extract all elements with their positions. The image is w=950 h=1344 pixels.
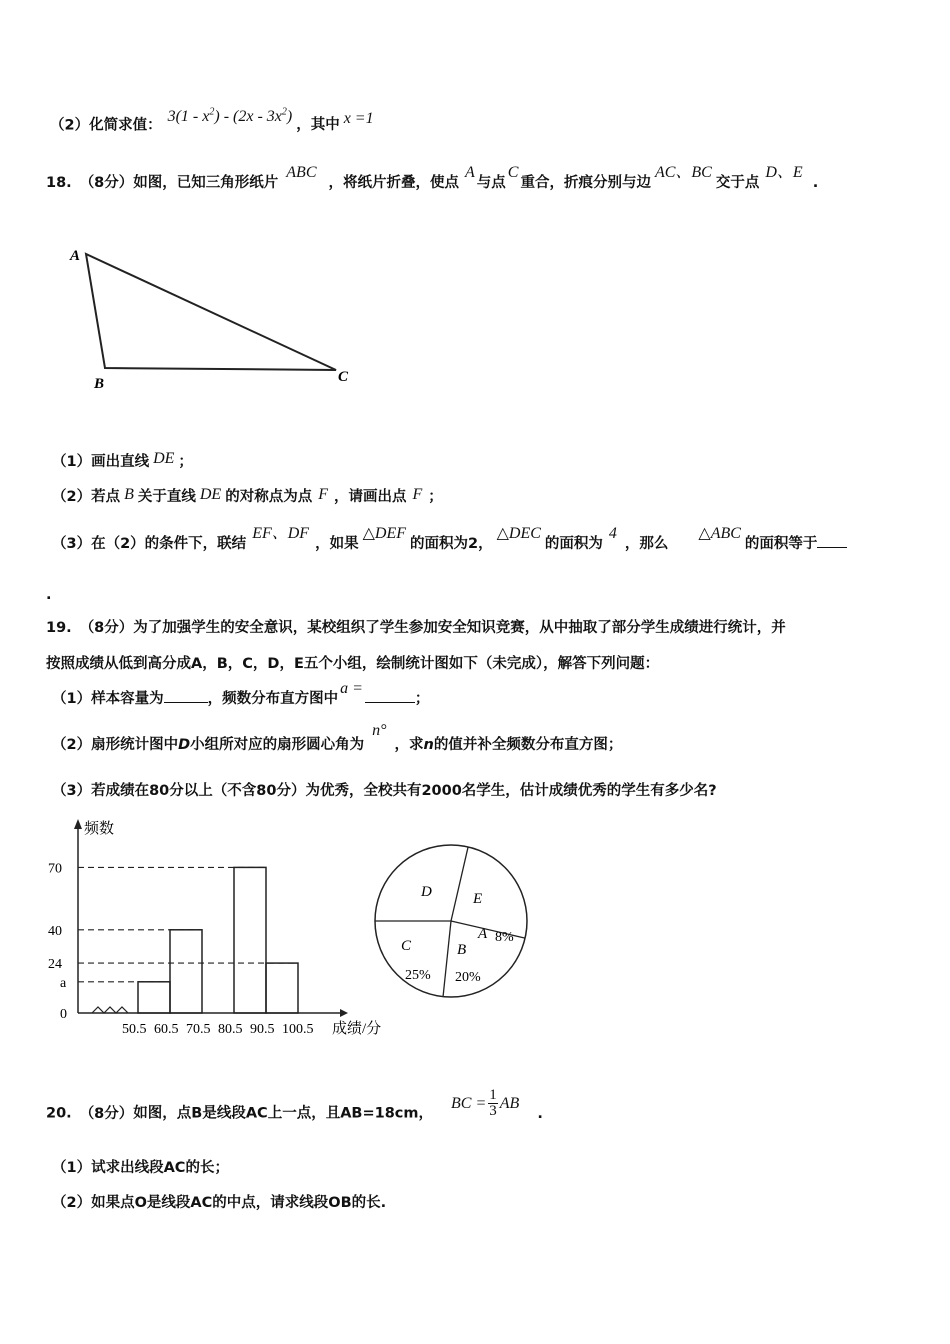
- vertex-c-label: C: [338, 369, 349, 385]
- pie-slice-percent-A: 8%: [495, 930, 514, 945]
- q18-part3: （3）在（2）的条件下，联结EF、DF，如果△DEF的面积为2，△DEC的面积为4，那么△ABC的面积等于: [52, 534, 847, 554]
- axis-break: [92, 1007, 128, 1013]
- y-tick-label-70: 70: [48, 861, 62, 877]
- vertex-b-label: B: [94, 376, 105, 392]
- pie-slice-label-E: E: [473, 891, 483, 907]
- fraction-one-third: $\frac{1}{3}$: [489, 1087, 497, 1119]
- pie-slice-percent-C: 25%: [405, 968, 431, 983]
- q20-part2: （2）如果点O是线段AC的中点，请求线段OB的长.: [52, 1195, 387, 1211]
- x-tick-label-90.5: 90.5: [250, 1022, 275, 1037]
- q17-label: （2）化简求值：: [50, 117, 162, 134]
- y-tick-label-0: 0: [60, 1007, 67, 1022]
- y-axis-arrow: [74, 819, 82, 829]
- pie-slice-label-C: C: [401, 938, 412, 954]
- q18-part1: （1）画出直线 DE ；: [52, 450, 193, 470]
- x-tick-label-100.5: 100.5: [282, 1022, 314, 1037]
- triangle-abc: [86, 254, 336, 370]
- q18-answer-blank: [817, 547, 847, 548]
- q17-part2: [50, 107, 374, 135]
- q19-stem-line1: 19. （8分）为了加强学生的安全意识，某校组织了学生参加安全知识竞赛，从中抽取了部分学生成绩进行统计，并: [46, 620, 786, 636]
- pie-chart: [370, 815, 540, 1005]
- pie-slice-percent-B: 20%: [455, 970, 481, 985]
- q20-part1: （1）试求出线段AC的长；: [52, 1160, 229, 1176]
- triangle-figure: [60, 240, 360, 410]
- pie-divider-2: [451, 921, 525, 938]
- x-tick-label-60.5: 60.5: [154, 1022, 179, 1037]
- pie-slice-label-D: D: [421, 884, 432, 900]
- q17-where: ，其中: [296, 117, 340, 134]
- q19-part2: （2）扇形统计图中D小组所对应的扇形圆心角为n°，求n的值并补全频数分布直方图；: [52, 722, 623, 753]
- y-tick-label-40: 40: [48, 923, 62, 939]
- x-tick-label-50.5: 50.5: [122, 1022, 147, 1037]
- bar-50.5-60.5: [138, 982, 170, 1013]
- x-tick-label-70.5: 70.5: [186, 1022, 211, 1037]
- q17-expression: $3(1 - x^2) - (2x - 3x^2)$: [167, 107, 293, 126]
- x-tick-label-80.5: 80.5: [218, 1022, 243, 1037]
- bar-60.5-70.5: [170, 930, 202, 1013]
- q19-part3: （3）若成绩在80分以上（不含80分）为优秀，全校共有2000名学生，估计成绩优秀的学生有多少名?: [52, 783, 717, 799]
- bar-80.5-90.5: [234, 867, 266, 1013]
- pie-slice-label-A: A: [478, 926, 488, 942]
- vertex-a-label: A: [70, 248, 81, 264]
- q18-end-dot: .: [46, 587, 52, 603]
- q19-part1: （1）样本容量为 ，频数分布直方图中a =；: [52, 680, 430, 707]
- y-tick-label-24: 24: [48, 957, 62, 973]
- x-axis-label: 成绩/分: [332, 1021, 382, 1037]
- x-axis-arrow: [340, 1009, 348, 1017]
- sample-size-blank: [164, 702, 208, 703]
- q18-part2: （2）若点 B 关于直线 DE 的对称点为点 F ，请画出点 F ；: [52, 486, 443, 505]
- q17-condition: x =1: [343, 110, 374, 128]
- pie-divider-1: [451, 847, 468, 921]
- pie-divider-3: [443, 921, 451, 997]
- q19-stem-line2: 按照成绩从低到高分成A，B，C，D，E五个小组，绘制统计图如下（未完成），解答下列问题：: [46, 656, 660, 672]
- bar-90.5-100.5: [266, 963, 298, 1013]
- q20-stem: 20. （8分）如图，点B是线段AC上一点，且AB=18cm，BC = $\frac{1}{3}$ AB.: [46, 1087, 543, 1122]
- y-tick-label-a: a: [60, 975, 67, 991]
- y-axis-label: 频数: [84, 821, 115, 837]
- q18-stem: 18. （8分）如图，已知三角形纸片ABC，将纸片折叠，使点A与点C重合，折痕分别与边AC、BC交于点D、E.: [46, 164, 819, 191]
- a-value-blank: [365, 702, 415, 703]
- pie-slice-label-B: B: [457, 942, 467, 958]
- frequency-histogram: [40, 815, 400, 1040]
